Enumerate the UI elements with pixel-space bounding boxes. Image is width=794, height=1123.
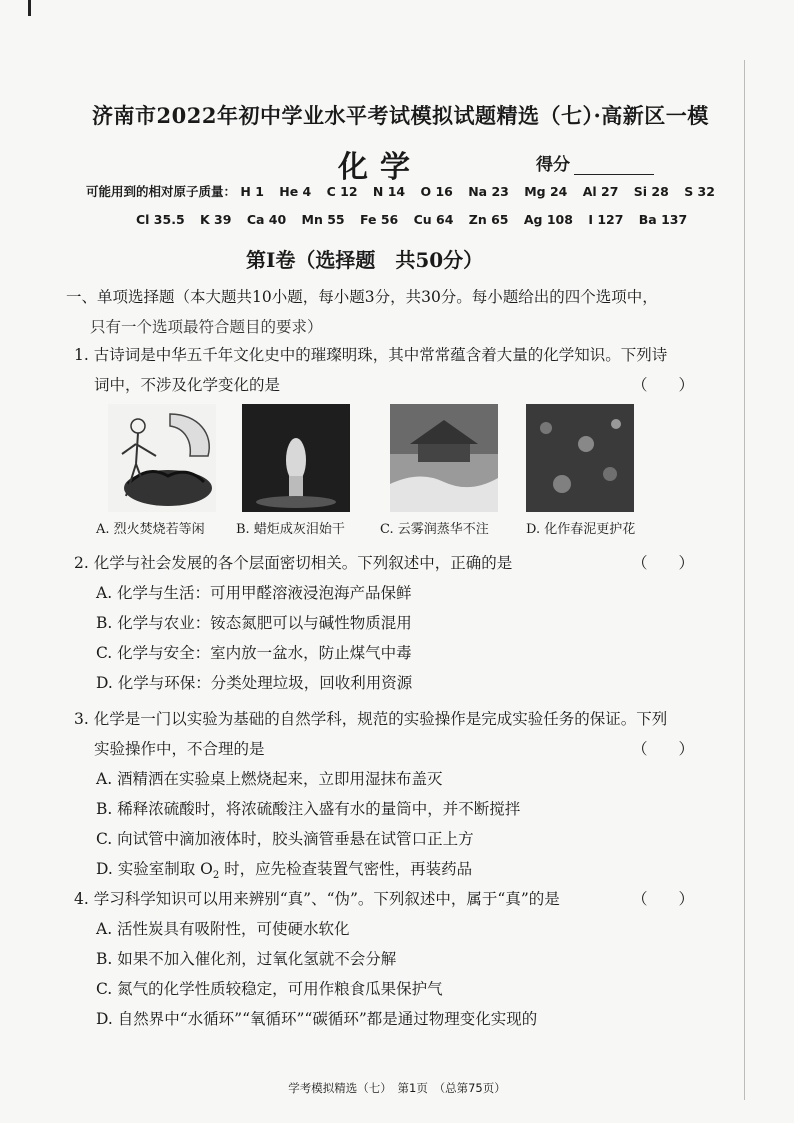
atomic-masses-line2	[86, 206, 726, 234]
question-4	[74, 884, 694, 1034]
atomic-masses-line1	[86, 178, 726, 206]
pic-fallen-flowers	[526, 404, 634, 512]
option-b: B. 稀释浓硫酸时，将浓硫酸注入盛有水的量筒中，并不断搅拌	[96, 800, 521, 818]
option-b: B. 化学与农业：铵态氮肥可以与碱性物质混用	[96, 614, 412, 632]
mass-item: H 1	[240, 184, 264, 199]
page-edge-line	[744, 60, 745, 1100]
option-b: B. 如果不加入催化剂，过氧化氢就不会分解	[96, 950, 397, 968]
mass-item: Cl 35.5	[136, 212, 185, 227]
question-stem: 4. 学习科学知识可以用来辨别“真”、“伪”。下列叙述中，属于“真”的是	[74, 890, 560, 908]
answer-paren: （ ）	[631, 890, 694, 908]
option-a: A. 活性炭具有吸附性，可使硬水软化	[96, 920, 350, 938]
atomic-masses-label: 可能用到的相对原子质量：	[86, 184, 237, 199]
pic-candle	[242, 404, 350, 512]
answer-paren: （ ）	[631, 376, 694, 394]
mass-item: Fe 56	[359, 212, 399, 227]
mass-item: Cu 64	[413, 212, 454, 227]
answer-paren: （ ）	[631, 740, 694, 758]
option-d: D. 化学与环保：分类处理垃圾，回收利用资源	[96, 674, 413, 692]
answer-paren: （ ）	[631, 554, 694, 572]
mass-item: Mn 55	[301, 212, 345, 227]
atomic-masses	[86, 178, 726, 234]
question-stem-row	[74, 370, 694, 400]
option-c: C. 氮气的化学性质较稳定，可用作粮食瓜果保护气	[96, 980, 443, 998]
question-stem-row	[74, 704, 694, 734]
part-heading	[66, 282, 706, 342]
mass-item: O 16	[420, 184, 453, 199]
caption-c: C. 云雾润蒸华不注	[380, 522, 489, 537]
mass-item: N 14	[372, 184, 406, 199]
mass-item: Ba 137	[638, 212, 688, 227]
score-field	[536, 150, 654, 175]
mass-item: Ca 40	[246, 212, 287, 227]
mass-item: Si 28	[633, 184, 669, 199]
mass-item: He 4	[279, 184, 312, 199]
question-stem-row	[74, 340, 694, 370]
caption-d: D. 化作春泥更护花	[526, 522, 636, 537]
page-footer: 学考模拟精选（七） 第1页 （总第75页）	[288, 1081, 506, 1095]
question-stem: 词中，不涉及化学变化的是	[94, 376, 281, 394]
option-d: D. 自然界中“水循环”“氧循环”“碳循环”都是通过物理变化实现的	[96, 1010, 538, 1028]
exam-title: 济南市2022年初中学业水平考试模拟试题精选（七）·高新区一模	[92, 103, 709, 128]
mass-item: I 127	[588, 212, 624, 227]
subscript-2: 2	[212, 870, 220, 882]
question-stem: 2. 化学与社会发展的各个层面密切相关。下列叙述中，正确的是	[74, 554, 513, 572]
subject-title: 化学	[338, 150, 422, 185]
part-heading-line2: 只有一个选项最符合题目的要求）	[90, 318, 323, 336]
mass-item: Ag 108	[523, 212, 573, 227]
question-stem-row	[74, 884, 694, 914]
caption-a: A. 烈火焚烧若等闲	[96, 522, 205, 537]
question-stem: 实验操作中，不合理的是	[94, 740, 265, 758]
option-c: C. 化学与安全：室内放一盆水，防止煤气中毒	[96, 644, 412, 662]
option-d-text-end: 时，应先检查装置气密性，再装药品	[219, 860, 473, 878]
mass-item: Zn 65	[468, 212, 509, 227]
section-title: 第Ⅰ卷（选择题 共50分）	[246, 248, 484, 272]
question-1	[74, 340, 694, 400]
caption-b: B. 蜡炬成灰泪始干	[236, 522, 345, 537]
pic-fire-burning	[108, 404, 216, 512]
question-stem: 3. 化学是一门以实验为基础的自然学科，规范的实验操作是完成实验任务的保证。下列	[74, 710, 668, 728]
option-c: C. 向试管中滴加液体时，胶头滴管垂悬在试管口正上方	[96, 830, 474, 848]
mass-item: S 32	[684, 184, 715, 199]
option-d-text: D. 实验室制取 O	[96, 860, 213, 878]
question-3	[74, 704, 694, 891]
mass-item: Na 23	[468, 184, 509, 199]
score-label: 得分	[536, 155, 570, 175]
corner-mark	[28, 0, 31, 16]
mass-item: C 12	[326, 184, 358, 199]
pic-mountain-clouds	[390, 404, 498, 512]
mass-item: Mg 24	[524, 184, 568, 199]
question-stem: 1. 古诗词是中华五千年文化史中的璀璨明珠，其中常常蕴含着大量的化学知识。下列诗	[74, 346, 668, 364]
mass-item: Al 27	[582, 184, 619, 199]
question-2	[74, 548, 694, 698]
score-blank	[574, 160, 654, 175]
question-1-images	[96, 404, 656, 544]
part-heading-line1: 一、单项选择题（本大题共10小题，每小题3分，共30分。每小题给出的四个选项中，	[66, 288, 658, 306]
option-a: A. 酒精洒在实验桌上燃烧起来，立即用湿抹布盖灭	[96, 770, 443, 788]
question-stem-row	[74, 548, 694, 578]
mass-item: K 39	[200, 212, 232, 227]
option-a: A. 化学与生活：可用甲醛溶液浸泡海产品保鲜	[96, 584, 412, 602]
question-stem-row	[74, 734, 694, 764]
